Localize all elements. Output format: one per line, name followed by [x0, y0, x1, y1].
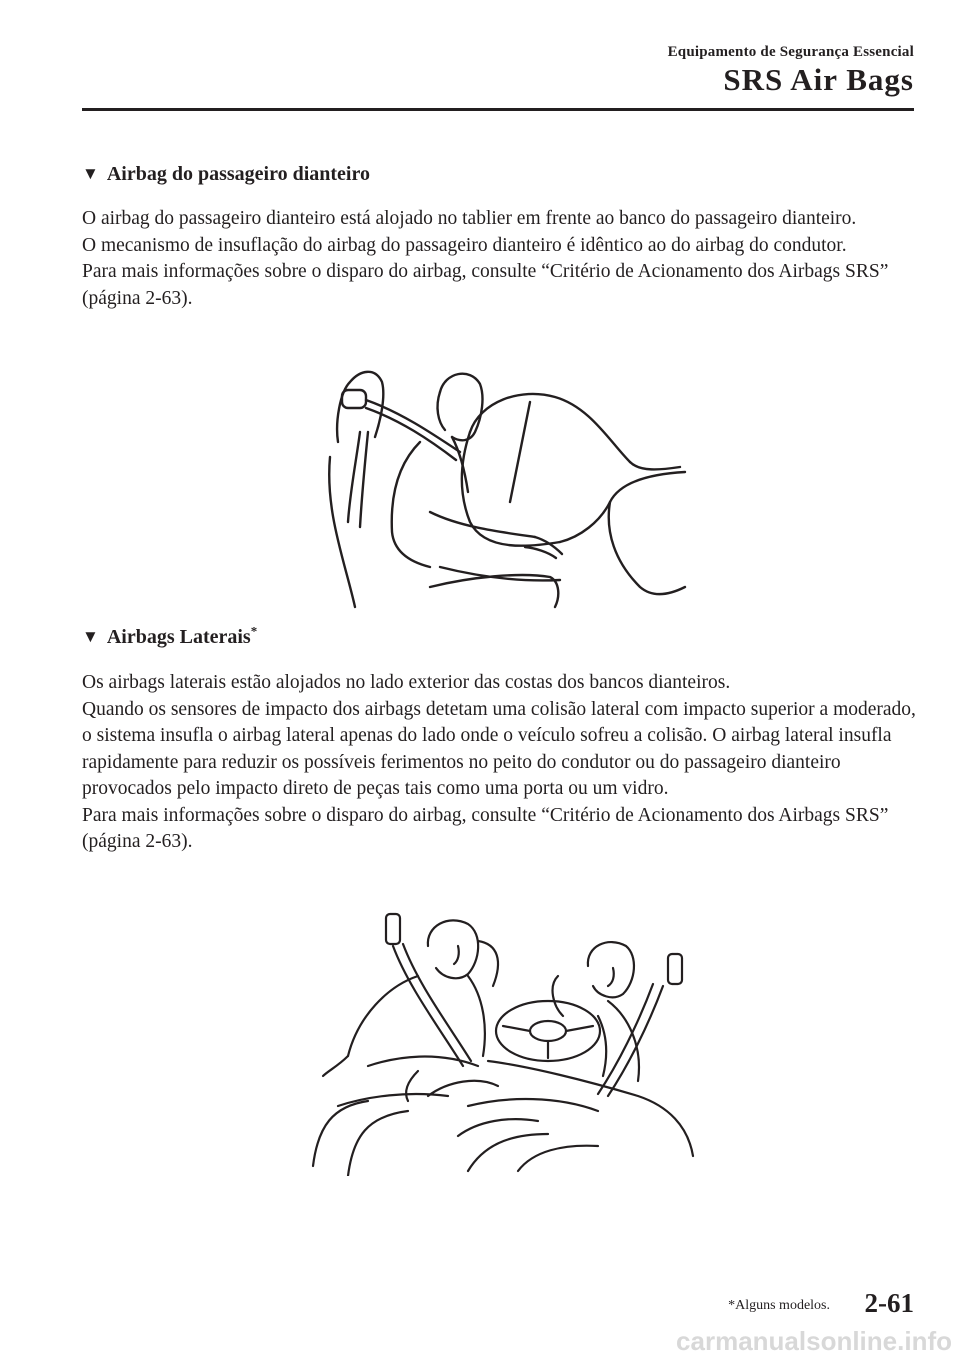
paragraph: Para mais informações sobre o disparo do airbag, consulte “Critério de Acionamento dos Airbags SRS” (página 2-63).	[82, 804, 889, 852]
section-heading-passenger-airbag	[82, 163, 370, 186]
section-body-side-airbags	[82, 670, 917, 856]
header-divider	[82, 108, 914, 111]
header-section-label: Equipamento de Segurança Essencial	[667, 44, 914, 60]
footnote-asterisk: *	[250, 623, 258, 639]
watermark: carmanualsonline.info	[676, 1326, 952, 1356]
triangle-down-icon: ▼	[82, 627, 99, 646]
section-body-passenger-airbag	[82, 206, 917, 312]
page-number: 2-61	[864, 1288, 914, 1318]
paragraph: O airbag do passageiro dianteiro está alojado no tablier em frente ao banco do passageiro dianteiro.	[82, 208, 857, 229]
side-airbags-illustration	[308, 906, 698, 1176]
paragraph: O mecanismo de insuflação do airbag do passageiro dianteiro é idêntico ao do airbag do condutor.	[82, 234, 847, 256]
footnote: *Alguns modelos.	[728, 1298, 830, 1313]
section-heading-text: Airbag do passageiro dianteiro	[106, 163, 371, 185]
paragraph: Para mais informações sobre o disparo do airbag, consulte “Critério de Acionamento dos Airbags SRS” (página 2-63).	[82, 261, 889, 309]
section-heading-side-airbags	[82, 623, 258, 649]
paragraph: Quando os sensores de impacto dos airbags detetam uma colisão lateral com impacto superior a moderado, o sistema insufla o airbag lateral apenas do lado onde o veículo sofreu a colisão. O airbag lateral insufla rapidamente para reduzir os possíveis ferimentos no peito do condutor ou do passageiro dianteiro provocados pelo impacto direto de peças tais como uma porta ou um vidro.	[82, 698, 916, 799]
section-heading-text: Airbags Laterais*	[106, 623, 258, 648]
paragraph: Os airbags laterais estão alojados no lado exterior das costas dos bancos dianteiros.	[82, 672, 731, 693]
passenger-airbag-illustration	[320, 362, 690, 610]
page-title: SRS Air Bags	[723, 62, 914, 97]
triangle-down-icon: ▼	[82, 164, 99, 183]
